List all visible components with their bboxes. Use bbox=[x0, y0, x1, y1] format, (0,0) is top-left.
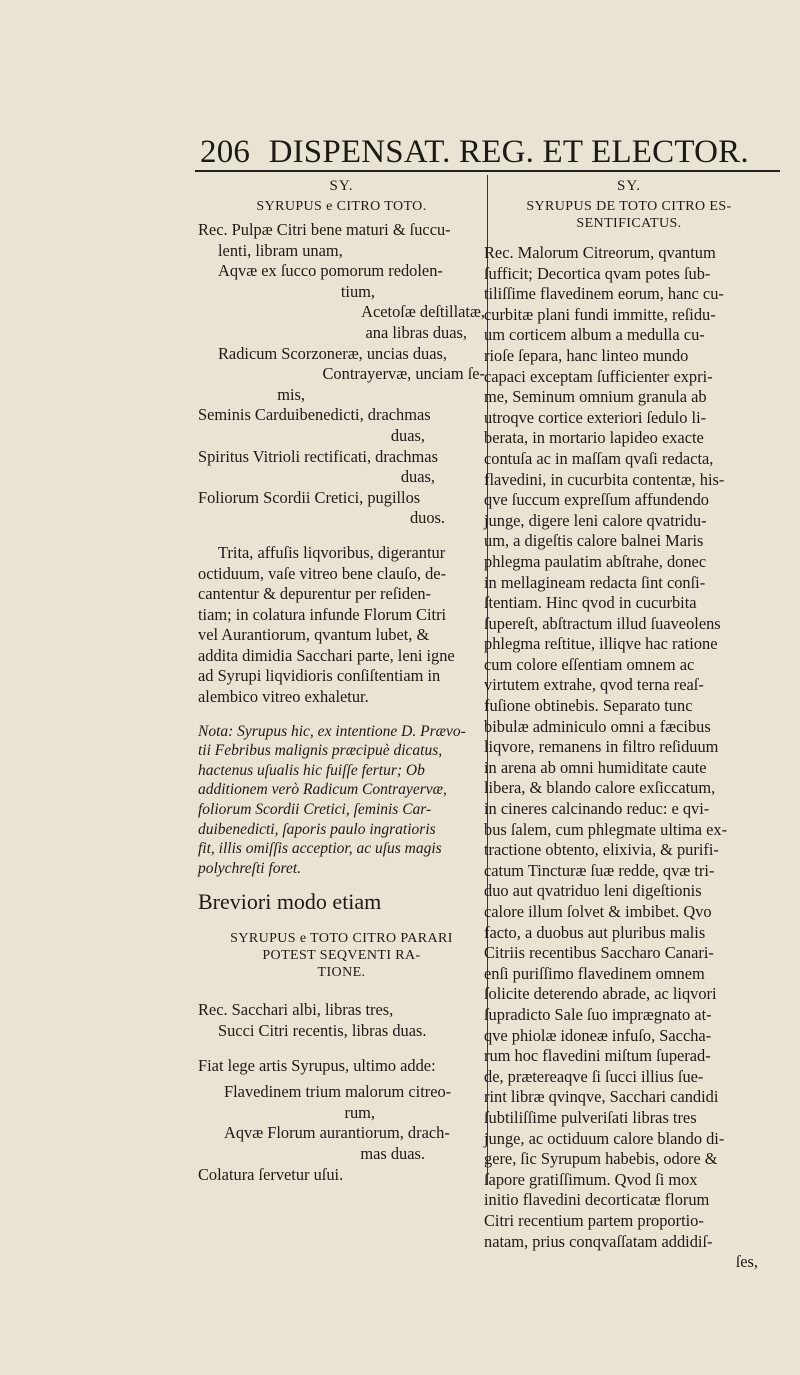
right-body-line: rum hoc flavedini miſtum ſuperad- bbox=[484, 1046, 711, 1066]
note-line: Nota: Syrupus hic, ex intentione D. Prævo- bbox=[198, 722, 466, 740]
note-line: foliorum Scordii Cretici, ſeminis Car- bbox=[198, 801, 432, 819]
right-body-line: liqvore, remanens in filtro reſiduum bbox=[484, 737, 719, 757]
right-body-line: Citri recentium partem proportio- bbox=[484, 1210, 704, 1230]
right-body-line: cum colore eſſentiam omnem ac bbox=[484, 654, 695, 674]
right-body-line: ſupereſt, abſtractum illud ſuaveolens bbox=[484, 613, 721, 633]
note-line: polychreſti foret. bbox=[198, 859, 302, 877]
right-body-line: junge, digere leni calore qvatridu- bbox=[484, 510, 707, 530]
right-body-line: gere, ſic Syrupum habebis, odore & bbox=[484, 1149, 718, 1169]
right-body-line: qve ſuccum expreſſum affundendo bbox=[484, 490, 709, 510]
recipe1-line: Aqvæ ex ſucco pomorum redolen- bbox=[218, 261, 443, 281]
title2-line: POTEST SEQVENTI RA- bbox=[262, 948, 421, 964]
right-body-line: natam, prius conqvaſſatam addidiſ- bbox=[484, 1231, 713, 1251]
spacer bbox=[198, 529, 485, 543]
right-body-line: ſubtiliſſime pulveriſati libras tres bbox=[484, 1107, 697, 1127]
right-body-line: virtutem extrahe, qvod terna reaſ- bbox=[484, 675, 704, 695]
recipe1-line: mis, bbox=[277, 384, 305, 404]
right-body-line: in arena ab omni humiditate caute bbox=[484, 757, 707, 777]
note-line: fit, illis omiſſis acceptior, ac uſus magis bbox=[198, 840, 442, 858]
recipe1-line: Radicum Scorzoneræ, uncias duas, bbox=[218, 343, 447, 363]
recipe3-line: rum, bbox=[344, 1102, 375, 1122]
right-body-line: bibulæ adminiculo omni a fæcibus bbox=[484, 716, 711, 736]
running-header bbox=[200, 134, 780, 171]
left-recipe-title: SYRUPUS e CITRO TOTO. bbox=[256, 199, 427, 214]
recipe1-line: duos. bbox=[409, 508, 445, 528]
right-body-line: de, prætereaqve ſi ſucci illius ſue- bbox=[484, 1066, 704, 1086]
right-body-line: ſes, bbox=[735, 1252, 758, 1272]
recipe1-line: duas, bbox=[400, 467, 435, 487]
right-body-line: ſtentiam. Hinc qvod in cucurbita bbox=[484, 593, 697, 613]
right-body-line: in cineres calcinando reduc: e qvi- bbox=[484, 799, 710, 819]
right-body-line: junge, ac octiduum calore blando di- bbox=[484, 1128, 725, 1148]
note-line: hactenus uſualis hic fuiſſe fertur; Ob bbox=[198, 761, 425, 779]
left-column bbox=[198, 176, 485, 1185]
recipe1-line: ana libras duas, bbox=[365, 322, 467, 342]
right-body-line: phlegma paulatim abſtrahe, donec bbox=[484, 551, 707, 571]
right-body-line: rint libræ qvinqve, Sacchari candidi bbox=[484, 1087, 719, 1107]
right-title-line: SYRUPUS DE TOTO CITRO ES- bbox=[526, 199, 732, 214]
para1-line: alembico vitreo exhaletur. bbox=[198, 687, 369, 707]
right-body-line: initio flavedini decorticatæ florum bbox=[484, 1190, 710, 1210]
right-body-line: rioſe ſepara, hanc linteo mundo bbox=[484, 345, 689, 365]
recipe2-line: Rec. Sacchari albi, libras tres, bbox=[198, 1000, 394, 1020]
recipe3-line: Colatura ſervetur uſui. bbox=[198, 1164, 344, 1184]
recipe3-line: Aqvæ Florum aurantiorum, drach- bbox=[224, 1123, 450, 1143]
right-body-line: um, a digeſtis calore balnei Maris bbox=[484, 531, 704, 551]
right-body-line: fuſione obtinebis. Separato tunc bbox=[484, 696, 693, 716]
recipe1-line: Rec. Pulpæ Citri bene maturi & ſuccu- bbox=[198, 220, 451, 239]
right-column bbox=[484, 176, 774, 1273]
recipe1-line: lenti, libram unam, bbox=[218, 240, 343, 260]
title2-line: TIONE. bbox=[317, 965, 366, 981]
left-recipe2-title bbox=[198, 930, 485, 981]
right-body-line: facto, a duobus aut pluribus malis bbox=[484, 922, 706, 942]
recipe1-line: Seminis Carduibenedicti, drachmas bbox=[198, 405, 431, 425]
para1-line: addita dimidia Sacchari parte, leni igne bbox=[198, 645, 455, 665]
right-body-line: capaci exceptam ſufficienter expri- bbox=[484, 366, 713, 386]
para1-line: Trita, affuſis liqvoribus, digerantur bbox=[218, 542, 446, 562]
spacer bbox=[198, 878, 485, 884]
recipe1-line: duas, bbox=[390, 425, 425, 445]
note-line: tii Febribus malignis præcipuè dicatus, bbox=[198, 742, 443, 760]
recipe1-line: Foliorum Scordii Cretici, pugillos bbox=[198, 487, 421, 507]
spacer bbox=[198, 986, 485, 1000]
right-body-line: catum Tincturæ ſuæ redde, qvæ tri- bbox=[484, 860, 715, 880]
recipe1-line: Contrayervæ, unciam ſe- bbox=[322, 364, 485, 384]
fiat-line: Fiat lege artis Syrupus, ultimo adde: bbox=[198, 1055, 436, 1075]
right-body-line: phlegma reſtitue, illiqve hac ratione bbox=[484, 634, 718, 654]
para1-line: tiam; in colatura infunde Florum Citri bbox=[198, 604, 447, 624]
recipe2-line: Succi Citri recentis, libras duas. bbox=[218, 1021, 427, 1040]
spacer bbox=[198, 708, 485, 722]
right-body-line: um corticem album a medulla cu- bbox=[484, 325, 705, 345]
right-body-line: berata, in mortario lapideo exacte bbox=[484, 428, 704, 448]
brevior-heading: Breviori modo etiam bbox=[198, 889, 382, 915]
right-body-line: Citriis recentibus Saccharo Canari- bbox=[484, 943, 714, 963]
para1-line: octiduum, vaſe vitreo bene clauſo, de- bbox=[198, 563, 447, 583]
right-title-line: SENTIFICATUS. bbox=[576, 216, 682, 231]
spacer bbox=[198, 1042, 485, 1056]
right-body-line: tiliſſime flavedinem eorum, hanc cu- bbox=[484, 284, 724, 304]
right-sy-heading: SY. bbox=[617, 178, 641, 194]
recipe1-line: tium, bbox=[340, 281, 375, 301]
right-body-line: utroqve cortice exteriori ſedulo li- bbox=[484, 407, 707, 427]
right-body-text bbox=[484, 243, 774, 1273]
right-body-line: ſolicite deterendo abrade, ac liqvori bbox=[484, 984, 717, 1004]
running-head-title: DISPENSAT. REG. ET ELECTOR. bbox=[268, 134, 749, 170]
right-recipe-title bbox=[484, 198, 774, 232]
recipe3-line: Flavedinem trium malorum citreo- bbox=[224, 1082, 452, 1102]
right-body-line: tractione obtento, elixivia, & purifi- bbox=[484, 840, 719, 860]
para1-line: cantentur & depurentur per reſiden- bbox=[198, 584, 432, 604]
note-line: duibenedicti, ſaporis paulo ingratioris bbox=[198, 820, 436, 838]
para1-line: ad Syrupi liqvidioris conſiſtentiam in bbox=[198, 666, 441, 686]
right-body-line: flavedini, in cucurbita contentæ, his- bbox=[484, 469, 725, 489]
title2-line: SYRUPUS e TOTO CITRO PARARI bbox=[230, 931, 453, 947]
recipe1-line: Acetoſæ deſtillatæ, bbox=[361, 302, 485, 322]
left-sy-heading: SY. bbox=[329, 178, 354, 194]
recipe1-line: Spiritus Vitrioli rectificati, drachmas bbox=[198, 446, 438, 466]
para1-line: vel Aurantiorum, qvantum lubet, & bbox=[198, 625, 430, 645]
right-body-line: curbitæ plani fundi immitte, reſidu- bbox=[484, 304, 716, 324]
right-body-line: bus ſalem, cum phlegmate ultima ex- bbox=[484, 819, 728, 839]
right-body-line: ſapore gratiſſimum. Qvod ſi mox bbox=[484, 1169, 698, 1189]
right-body-line: Rec. Malorum Citreorum, qvantum bbox=[484, 243, 716, 262]
page-number: 206 bbox=[200, 134, 251, 170]
recipe3-line: mas duas. bbox=[360, 1143, 425, 1163]
right-body-line: calore illum ſolvet & imbibet. Qvo bbox=[484, 902, 712, 921]
right-body-line: duo aut qvatriduo leni digeſtionis bbox=[484, 881, 702, 901]
right-body-line: in mellagineam redacta ſint conſi- bbox=[484, 572, 706, 592]
right-body-line: libera, & blando calore exſiccatum, bbox=[484, 778, 716, 798]
header-rule bbox=[195, 170, 780, 172]
right-body-line: ſufficit; Decortica qvam potes ſub- bbox=[484, 263, 711, 283]
right-body-line: me, Seminum omnium granula ab bbox=[484, 387, 707, 407]
right-body-line: qve phiolæ idoneæ infuſo, Saccha- bbox=[484, 1025, 712, 1045]
note-line: additionem verò Radicum Contrayervæ, bbox=[198, 781, 447, 799]
right-body-line: ſupradicto Sale ſuo imprægnato at- bbox=[484, 1004, 712, 1024]
right-body-line: enſi puriſſimo flavedinem omnem bbox=[484, 963, 705, 983]
right-body-line: contuſa ac in maſſam qvaſi redacta, bbox=[484, 448, 714, 468]
